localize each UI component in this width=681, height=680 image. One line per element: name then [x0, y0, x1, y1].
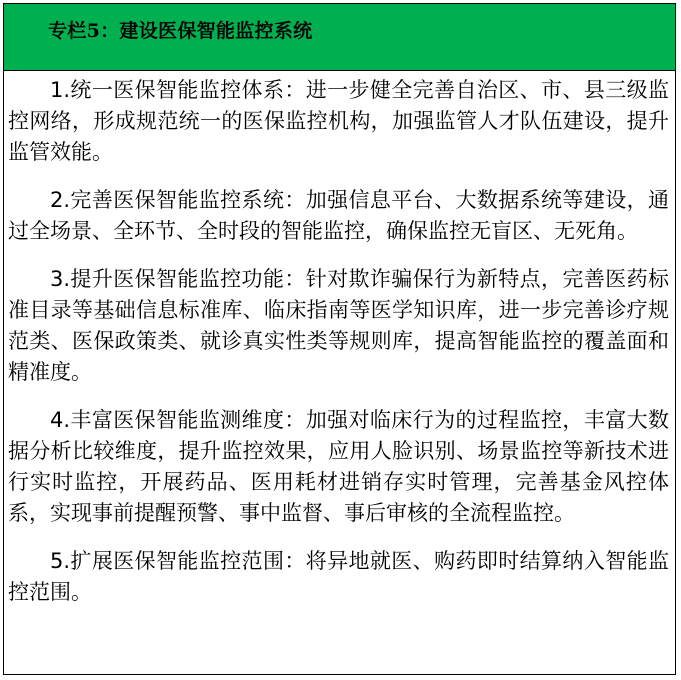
column-content [4, 71, 675, 608]
item-paragraph: 5.扩展医保智能监控范围：将异地就医、购药即时结算纳入智能监控范围。 [8, 549, 669, 604]
item-paragraph: 1.统一医保智能监控体系：进一步健全完善自治区、市、县三级监控网络，形成规范统一的医保监控机构，加强监管人才队伍建设，提升监管效能。 [8, 78, 669, 164]
column-box [3, 3, 676, 675]
item-paragraph: 4.丰富医保智能监测维度：加强对临床行为的过程监控，丰富大数据分析比较维度，提升监控效果，应用人脸识别、场景监控等新技术进行实时监控，开展药品、医用耗材进销存实时管理，完善基金风控体系，实现事前提醒预警、事中监督、事后审核的全流程监控。 [8, 408, 669, 525]
item-paragraph: 3.提升医保智能监控功能：针对欺诈骗保行为新特点，完善医药标准目录等基础信息标准库、临床指南等医学知识库，进一步完善诊疗规范类、医保政策类、就诊真实性类等规则库，提高智能监控的覆盖面和精准度。 [8, 267, 669, 384]
column-header [4, 4, 675, 71]
item-paragraph: 2.完善医保智能监控系统：加强信息平台、大数据系统等建设，通过全场景、全环节、全时段的智能监控，确保监控无盲区、无死角。 [8, 188, 669, 243]
column-title: 专栏5：建设医保智能监控系统 [48, 20, 313, 42]
